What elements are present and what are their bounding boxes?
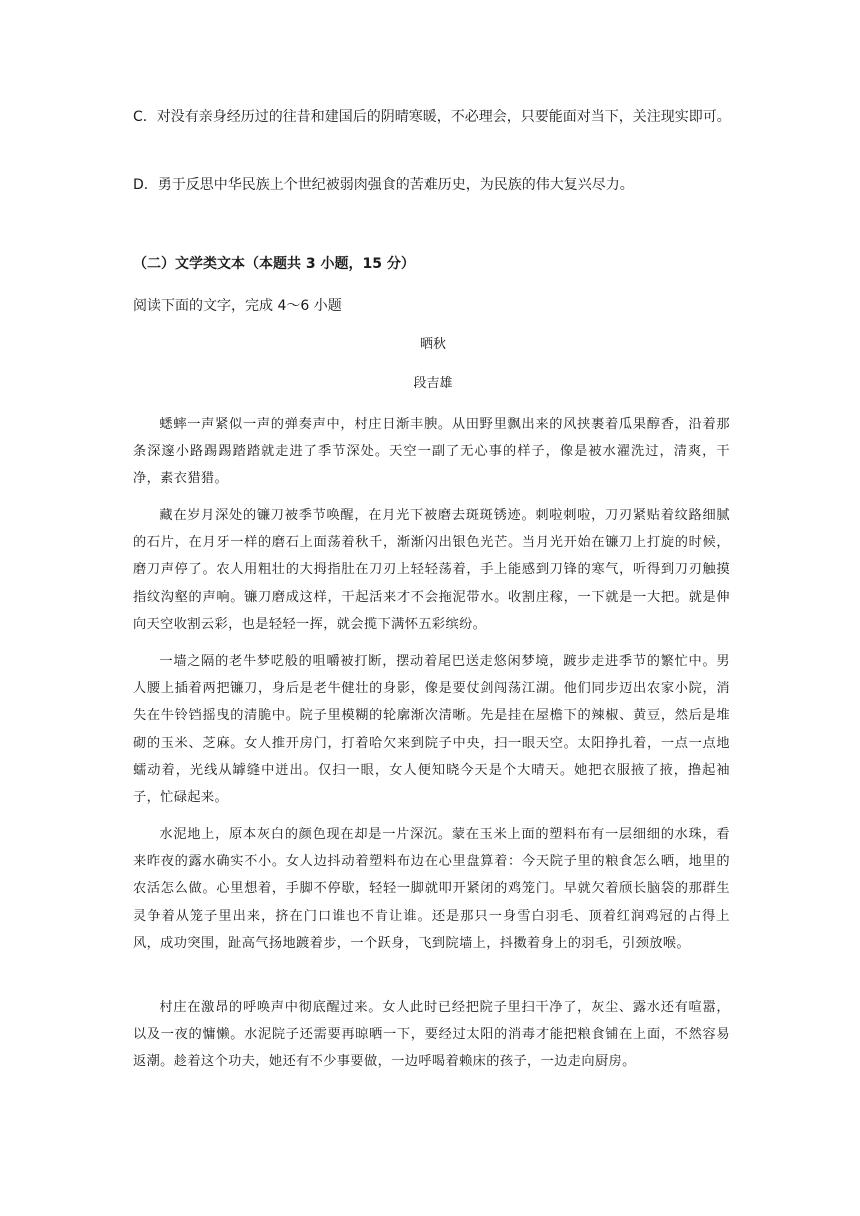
article-paragraph: 藏在岁月深处的镰刀被季节唤醒，在月光下被磨去斑斑锈迹。刺啦刺啦，刀刃紧贴着纹路细腻的石片，在月牙一样的磨石上面荡着秋千，渐渐闪出银色光芒。当月光开始在镰刀上打旋的时候，磨刀声停了。农人用粗壮的大拇指肚在刀刃上轻轻荡着，手上能感到刀锋的寒气，听得到刀刃触摸指纹沟壑的声响。镰刀磨成这样，干起活来才不会拖泥带水。收割庄稼，一下就是一大把。就是伸向天空收割云彩，也是轻轻一挥，就会揽下满怀五彩缤纷。 bbox=[133, 508, 730, 632]
article-title: 晒秋 bbox=[419, 337, 446, 352]
option-d: D．勇于反思中华民族上个世纪被弱肉强食的苦难历史，为民族的伟大复兴尽力。 bbox=[133, 177, 634, 193]
option-c: C．对没有亲身经历过的往昔和建国后的阴晴寒暖，不必理会，只要能面对当下，关注现实即可。 bbox=[133, 109, 731, 125]
section-heading: （二）文学类文本（本题共 3 小题，15 分） bbox=[133, 256, 415, 272]
article-paragraph: 蟋蟀一声紧似一声的弹奏声中，村庄日渐丰腴。从田野里飘出来的风挟裹着瓜果醇香，沿着那条深邃小路踢踢踏踏就走进了季节深处。天空一副了无心事的样子，像是被水濯洗过，清爽，干净，素衣猎猎。 bbox=[133, 417, 730, 487]
article-paragraph: 村庄在激昂的呼唤声中彻底醒过来。女人此时已经把院子里扫干净了，灰尘、露水还有喧嚣，以及一夜的慵懒。水泥院子还需要再晾晒一下，要经过太阳的消毒才能把粮食铺在上面，不然容易返潮。趁着这个功夫，她还有不少事要做，一边呼喝着赖床的孩子，一边走向厨房。 bbox=[133, 1000, 730, 1070]
reading-instruction: 阅读下面的文字，完成 4～6 小题 bbox=[133, 298, 342, 314]
article-author: 段吉雄 bbox=[413, 376, 453, 391]
article-paragraph: 水泥地上，原本灰白的颜色现在却是一片深沉。蒙在玉米上面的塑料布有一层细细的水珠，看来昨夜的露水确实不小。女人边抖动着塑料布边在心里盘算着：今天院子里的粮食怎么晒，地里的农活怎么做。心里想着，手脚不停歇，轻轻一脚就叩开紧闭的鸡笼门。早就欠着颀长脑袋的那群生灵争着从笼子里出来，挤在门口谁也不肯让谁。还是那只一身雪白羽毛、顶着红润鸡冠的占得上风，成功突围，趾高气扬地踱着步，一个跃身，飞到院墙上，抖擞着身上的羽毛，引颈放喉。 bbox=[133, 827, 730, 951]
article-paragraph: 一墙之隔的老牛梦呓般的咀嚼被打断，摆动着尾巴送走悠闲梦境，踱步走进季节的繁忙中。男人腰上插着两把镰刀，身后是老牛健壮的身影，像是要仗剑闯荡江湖。他们同步迈出农家小院，消失在牛铃铛摇曳的清脆中。院子里模糊的轮廓渐次清晰。先是挂在屋檐下的辣椒、黄豆，然后是堆砌的玉米、芝麻。女人推开房门，打着哈欠来到院子中央，扫一眼天空。太阳挣扎着，一点一点地蠕动着，光线从罅缝中迸出。仅扫一眼，女人便知晓今天是个大晴天。她把衣服掖了掖，撸起袖子，忙碌起来。 bbox=[133, 654, 730, 806]
